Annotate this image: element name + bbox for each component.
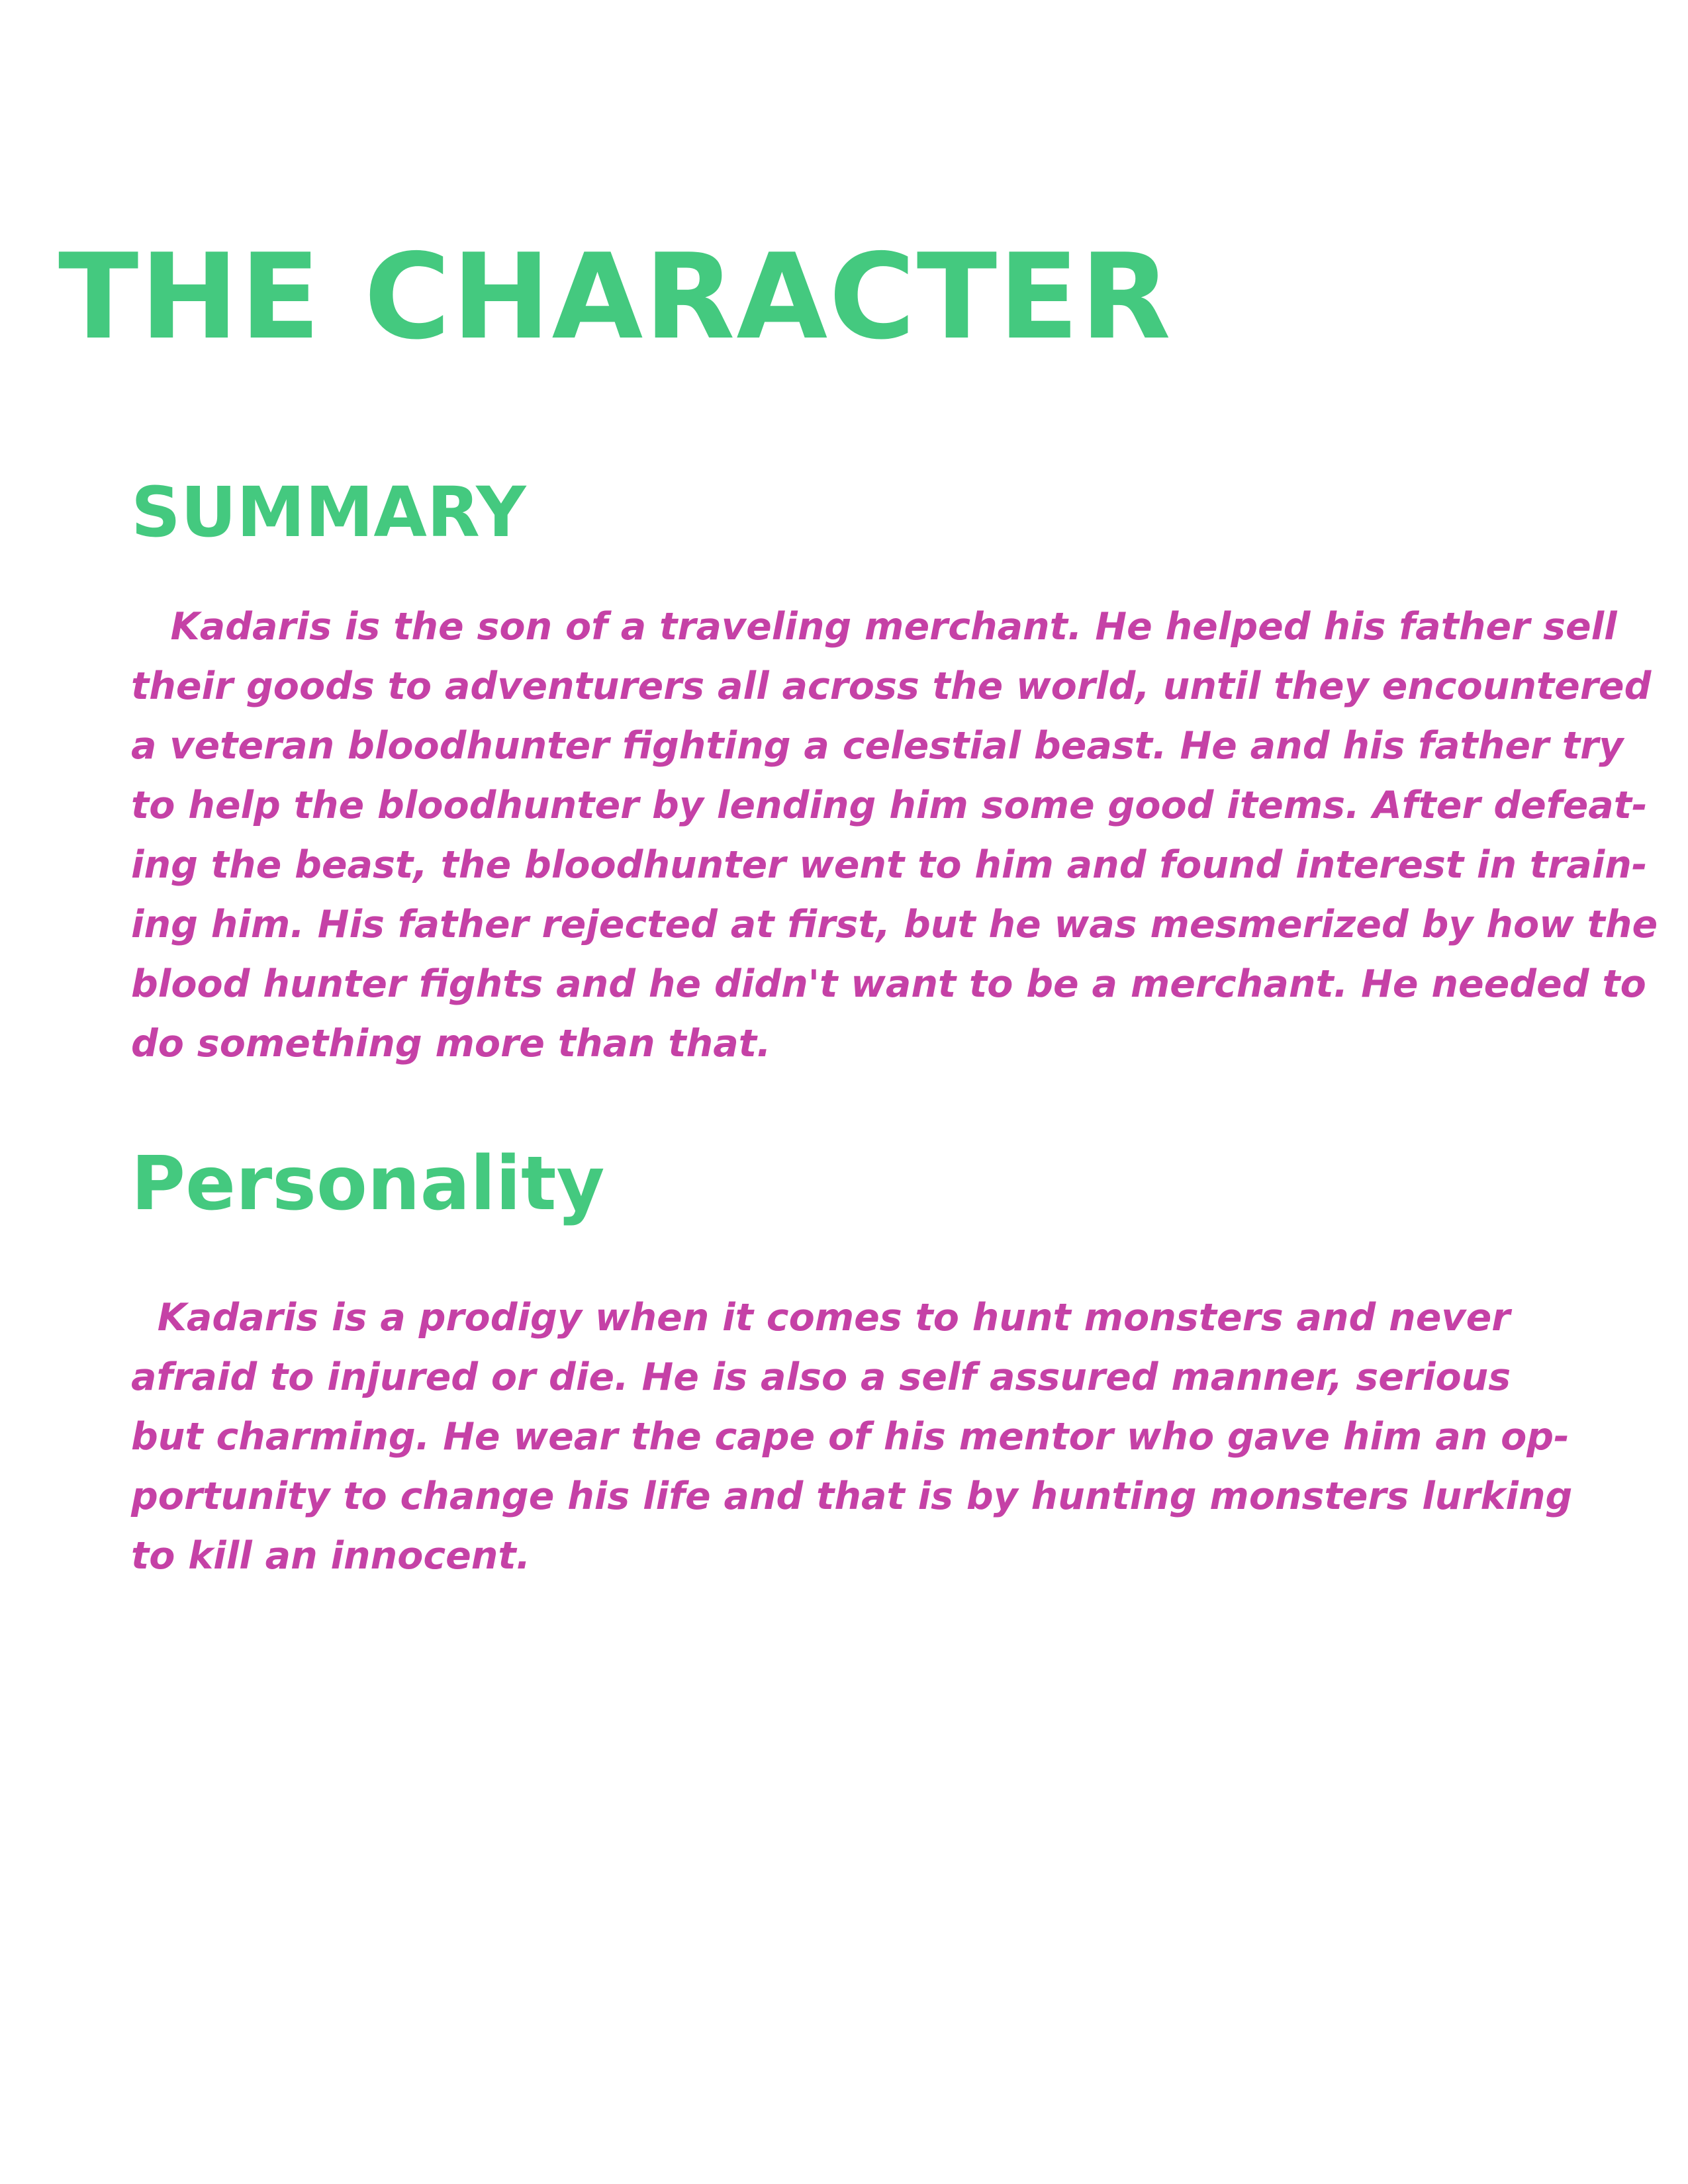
summary-line: blood hunter fights and he didn't want to be a merchant. He needed to (131, 962, 1646, 1006)
personality-heading: Personality (131, 1141, 605, 1227)
summary-line: a veteran bloodhunter fighting a celestial beast. He and his father try (131, 724, 1624, 768)
personality-line: to kill an innocent. (131, 1534, 531, 1578)
summary-paragraph (131, 597, 1658, 1073)
summary-line: do something more than that. (131, 1022, 771, 1066)
personality-line: Kadaris is a prodigy when it comes to hunt monsters and never (131, 1296, 1511, 1340)
personality-line: portunity to change his life and that is by hunting monsters lurking (131, 1475, 1573, 1518)
summary-line: ing him. His father rejected at first, but he was mesmerized by how the (131, 903, 1658, 946)
summary-line: their goods to adventurers all across the world, until they encountered (131, 664, 1652, 708)
summary-heading: SUMMARY (131, 472, 526, 553)
personality-line: afraid to injured or die. He is also a self assured manner, serious (131, 1355, 1511, 1399)
personality-line: but charming. He wear the cape of his mentor who gave him an op- (131, 1415, 1570, 1459)
summary-line: Kadaris is the son of a traveling merchant. He helped his father sell (131, 605, 1617, 649)
summary-line: to help the bloodhunter by lending him some good items. After defeat- (131, 784, 1648, 827)
personality-paragraph (131, 1288, 1573, 1586)
summary-line: ing the beast, the bloodhunter went to him and found interest in train- (131, 843, 1648, 887)
page-title: THE CHARACTER (58, 228, 1172, 365)
